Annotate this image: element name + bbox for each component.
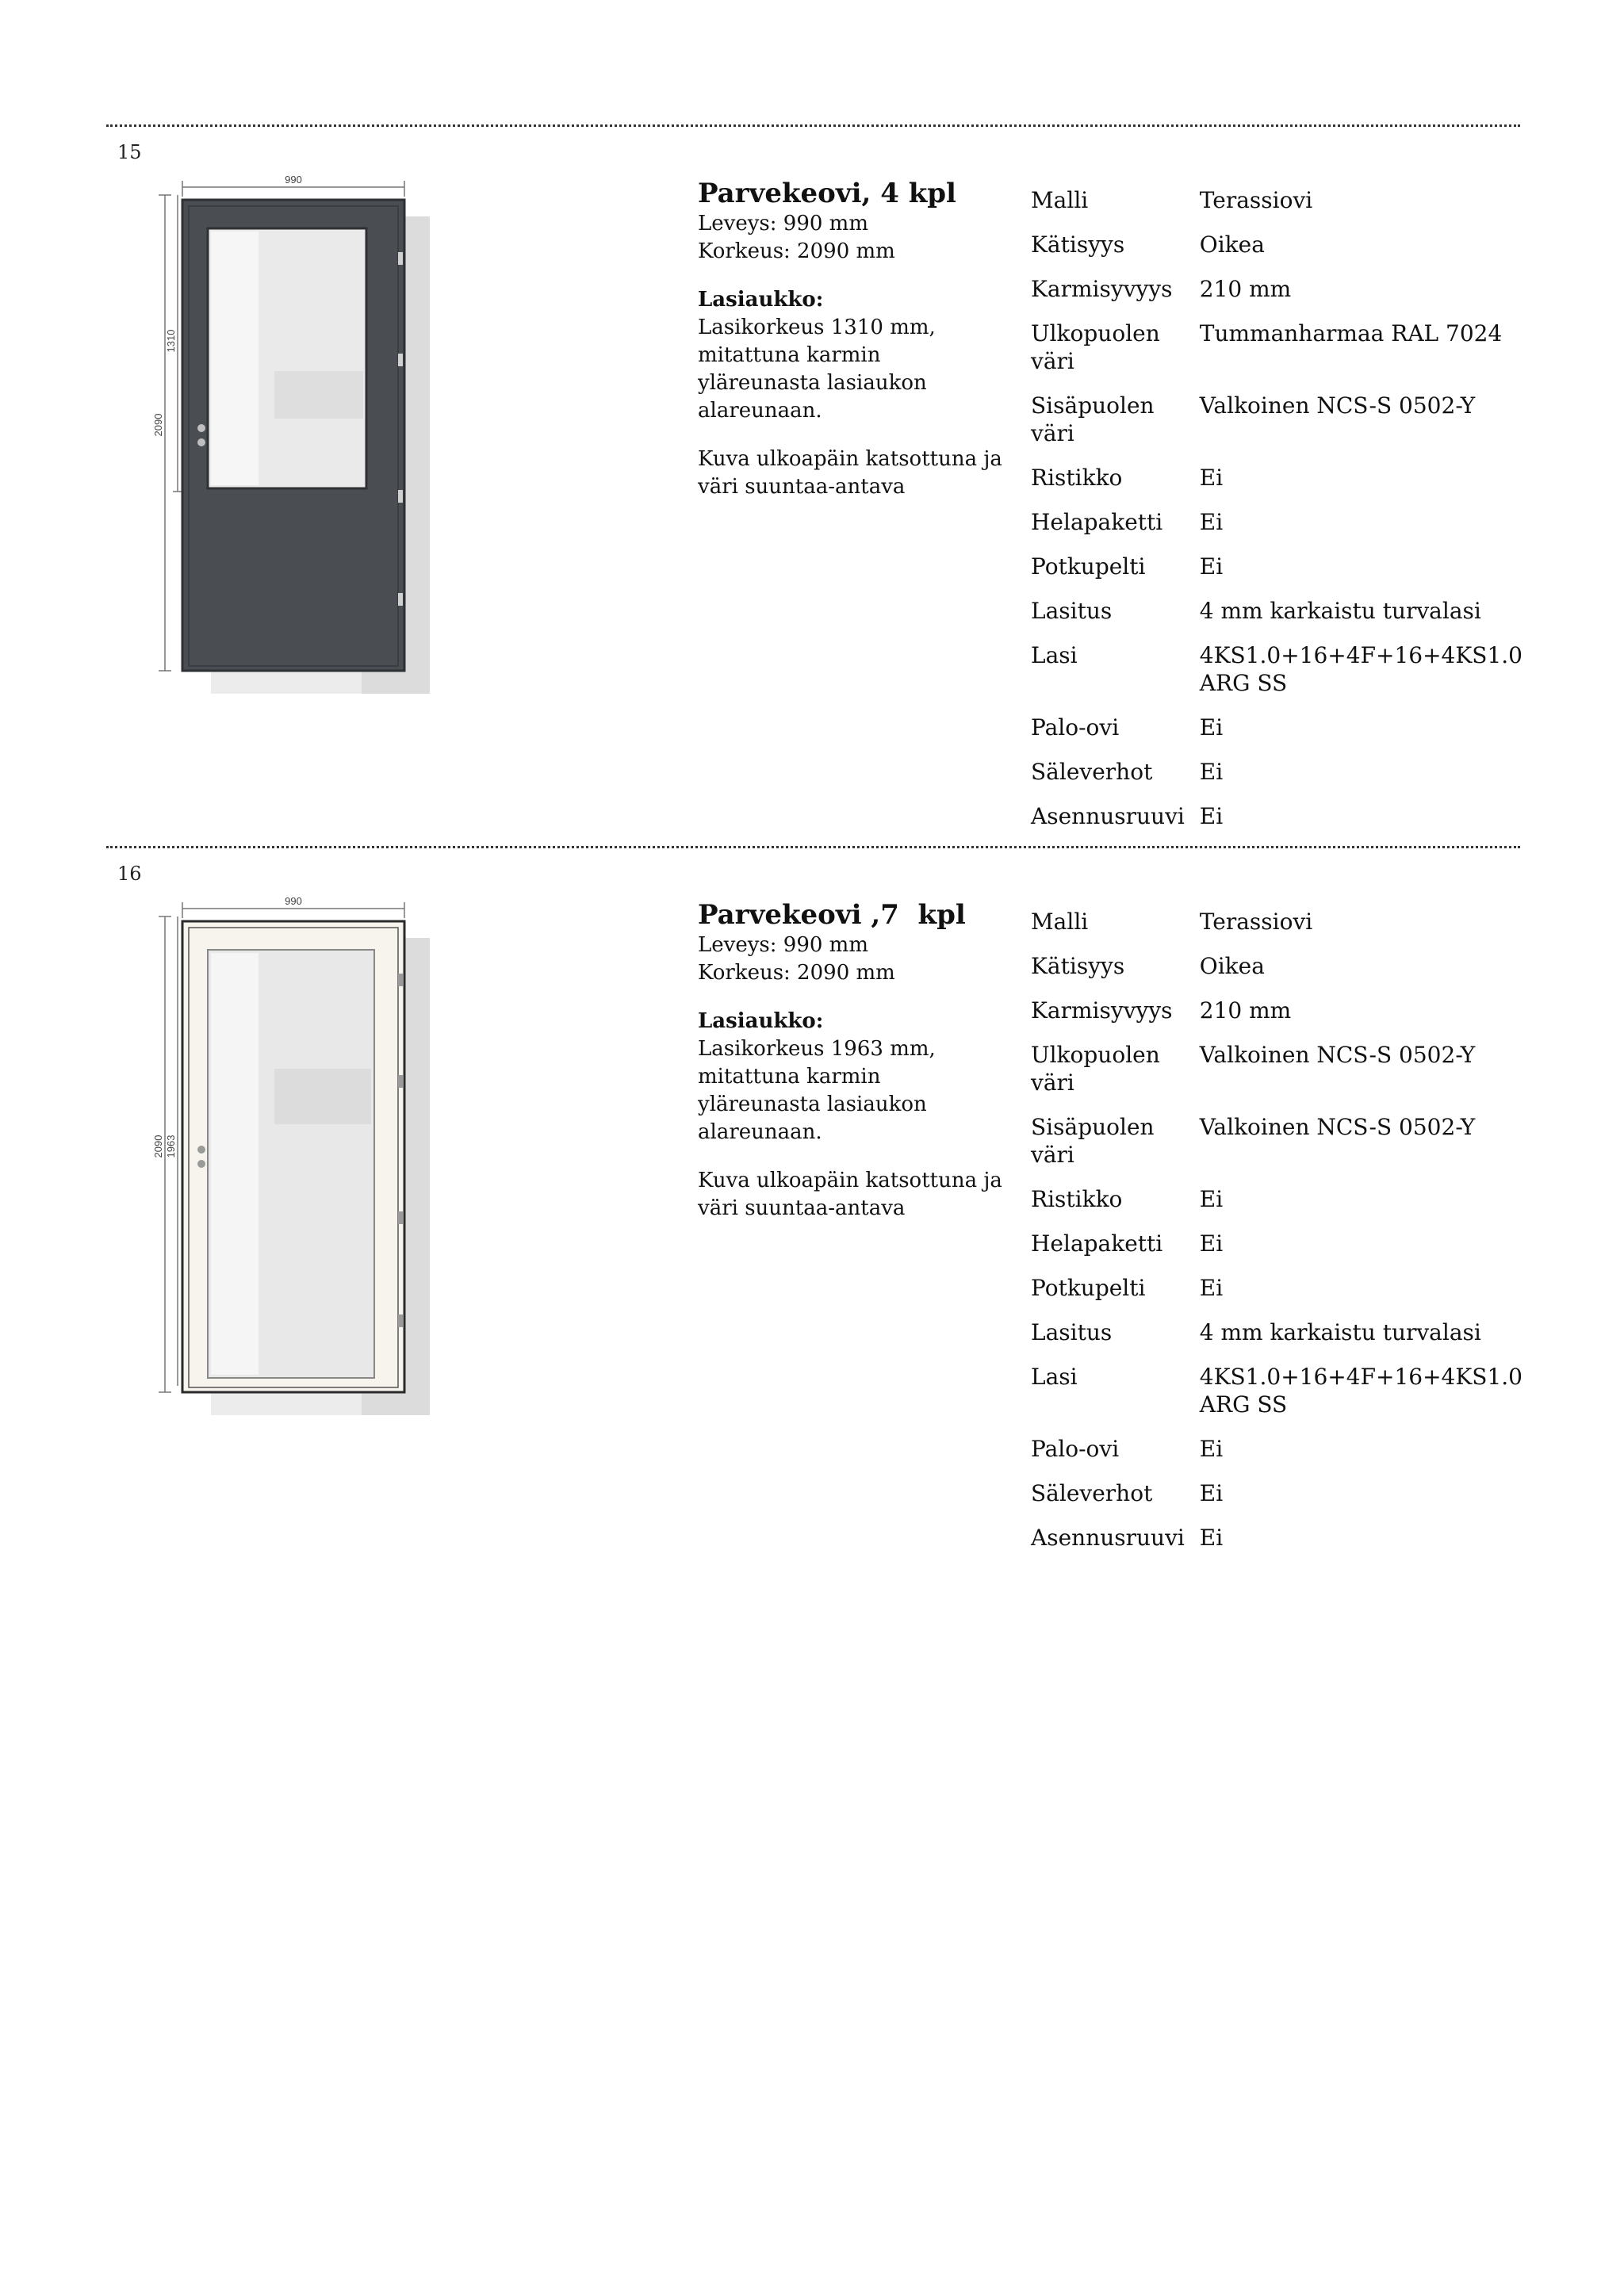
spec-row xyxy=(1031,997,1522,1041)
image-note: väri suuntaa-antava xyxy=(698,1196,906,1220)
spec-value: Oikea xyxy=(1199,232,1265,258)
spec-key: Kätisyys xyxy=(1031,953,1125,979)
spec-row xyxy=(1031,464,1522,508)
item-number: 15 xyxy=(117,141,142,163)
opening-text: Lasikorkeus 1963 mm, xyxy=(698,1037,936,1061)
hinge-icon xyxy=(398,593,403,606)
handle-icon xyxy=(197,1146,205,1154)
spec-key: Potkupelti xyxy=(1031,1275,1146,1301)
spec-key: Malli xyxy=(1031,187,1089,213)
spec-row xyxy=(1031,320,1522,392)
spec-row xyxy=(1031,1435,1522,1479)
glass-reflection xyxy=(274,1069,371,1124)
item-number: 16 xyxy=(117,863,142,885)
spec-key: Lasitus xyxy=(1031,1319,1113,1345)
spec-row xyxy=(1031,1479,1522,1524)
opening-text: yläreunasta lasiaukon xyxy=(698,1093,927,1116)
spec-key: Helapaketti xyxy=(1031,1230,1163,1257)
spec-row xyxy=(1031,231,1522,275)
door-width: Leveys: 990 mm xyxy=(698,933,868,957)
spec-key: Säleverhot xyxy=(1031,759,1153,785)
image-note: Kuva ulkoapäin katsottuna ja xyxy=(698,1169,1002,1192)
spec-row xyxy=(1031,908,1522,952)
glass-dimension-label: 1963 xyxy=(165,1135,177,1158)
spec-value: Terassiovi xyxy=(1199,187,1313,213)
door-height: Korkeus: 2090 mm xyxy=(698,961,895,985)
spec-value: Ei xyxy=(1199,1275,1224,1301)
opening-heading: Lasiaukko: xyxy=(698,288,824,312)
spec-value: Terassiovi xyxy=(1199,909,1313,935)
spec-row xyxy=(1031,758,1522,802)
spec-key: Potkupelti xyxy=(1031,553,1146,580)
door-title: Parvekeovi, 4 kpl xyxy=(698,178,956,209)
spec-row xyxy=(1031,392,1522,464)
spec-value: Ei xyxy=(1199,553,1224,580)
spec-row xyxy=(1031,1318,1522,1363)
door-svg xyxy=(152,894,435,1422)
spec-value: 4 mm karkaistu turvalasi xyxy=(1199,598,1481,624)
spec-value: Ei xyxy=(1199,1186,1224,1212)
spec-key: Karmisyvyys xyxy=(1031,276,1173,302)
spec-table xyxy=(1031,908,1522,1568)
image-note: väri suuntaa-antava xyxy=(698,475,906,499)
spec-key: Karmisyvyys xyxy=(1031,997,1173,1024)
spec-value: Ei xyxy=(1199,1230,1224,1257)
width-dimension-label: 990 xyxy=(285,895,302,907)
spec-value: Ei xyxy=(1199,803,1224,829)
spec-key: Säleverhot xyxy=(1031,1480,1153,1506)
hinge-icon xyxy=(398,1075,403,1088)
hinge-icon xyxy=(398,1211,403,1224)
opening-text: alareunaan. xyxy=(698,399,822,423)
spec-value: Valkoinen NCS-S 0502-Y xyxy=(1199,392,1476,419)
spec-row xyxy=(1031,1185,1522,1230)
spec-key: Lasitus xyxy=(1031,598,1113,624)
spec-key: Sisäpuolen väri xyxy=(1031,392,1155,446)
door-info xyxy=(698,177,1015,501)
door-drawing xyxy=(152,173,435,700)
spec-value: Valkoinen NCS-S 0502-Y xyxy=(1199,1114,1476,1140)
glass-reflection xyxy=(211,232,259,485)
spec-value: 4KS1.0+16+4F+16+4KS1.0 ARG SS xyxy=(1199,1364,1522,1418)
opening-text: Lasikorkeus 1310 mm, xyxy=(698,316,936,339)
spec-value: 210 mm xyxy=(1199,997,1292,1024)
spec-row xyxy=(1031,186,1522,231)
spec-key: Ulkopuolen väri xyxy=(1031,1042,1160,1096)
section-divider xyxy=(106,846,1520,848)
spec-row xyxy=(1031,952,1522,997)
spec-key: Palo-ovi xyxy=(1031,714,1120,740)
image-note: Kuva ulkoapäin katsottuna ja xyxy=(698,447,1002,471)
spec-key: Sisäpuolen väri xyxy=(1031,1114,1155,1168)
spec-key: Ristikko xyxy=(1031,1186,1123,1212)
opening-text: yläreunasta lasiaukon xyxy=(698,371,927,395)
spec-key: Ristikko xyxy=(1031,465,1123,491)
spec-key: Asennusruuvi xyxy=(1031,1525,1185,1551)
spec-value: 4 mm karkaistu turvalasi xyxy=(1199,1319,1481,1345)
door-info xyxy=(698,898,1015,1223)
spec-key: Helapaketti xyxy=(1031,509,1163,535)
hinge-icon xyxy=(398,252,403,265)
spec-row xyxy=(1031,641,1522,714)
spec-row xyxy=(1031,1113,1522,1185)
spec-row xyxy=(1031,553,1522,597)
spec-row xyxy=(1031,714,1522,758)
opening-text: mitattuna karmin xyxy=(698,1065,881,1089)
opening-heading: Lasiaukko: xyxy=(698,1009,824,1033)
glass-dimension-label: 1310 xyxy=(165,329,177,353)
door-height: Korkeus: 2090 mm xyxy=(698,239,895,263)
spec-value: Valkoinen NCS-S 0502-Y xyxy=(1199,1042,1476,1068)
hinge-icon xyxy=(398,354,403,366)
spec-key: Asennusruuvi xyxy=(1031,803,1185,829)
spec-value: Tummanharmaa RAL 7024 xyxy=(1199,320,1503,346)
spec-value: Ei xyxy=(1199,759,1224,785)
opening-text: mitattuna karmin xyxy=(698,343,881,367)
width-dimension-label: 990 xyxy=(285,174,302,186)
spec-value: Ei xyxy=(1199,509,1224,535)
door-width: Leveys: 990 mm xyxy=(698,212,868,235)
spec-value: Ei xyxy=(1199,1480,1224,1506)
hinge-icon xyxy=(398,490,403,503)
spec-key: Kätisyys xyxy=(1031,232,1125,258)
spec-row xyxy=(1031,802,1522,847)
spec-value: Ei xyxy=(1199,1436,1224,1462)
spec-key: Lasi xyxy=(1031,642,1078,668)
spec-key: Palo-ovi xyxy=(1031,1436,1120,1462)
spec-row xyxy=(1031,1274,1522,1318)
spec-table xyxy=(1031,186,1522,847)
spec-value: 210 mm xyxy=(1199,276,1292,302)
hinge-icon xyxy=(398,1314,403,1327)
spec-row xyxy=(1031,1524,1522,1568)
spec-row xyxy=(1031,275,1522,320)
handle-icon xyxy=(197,424,205,432)
height-dimension-label: 2090 xyxy=(152,413,164,437)
spec-row xyxy=(1031,1230,1522,1274)
spec-key: Malli xyxy=(1031,909,1089,935)
opening-text: alareunaan. xyxy=(698,1120,822,1144)
hinge-icon xyxy=(398,974,403,986)
door-svg xyxy=(152,173,435,700)
lock-icon xyxy=(197,438,205,446)
spec-value: 4KS1.0+16+4F+16+4KS1.0 ARG SS xyxy=(1199,642,1522,696)
spec-value: Ei xyxy=(1199,465,1224,491)
spec-row xyxy=(1031,508,1522,553)
spec-row xyxy=(1031,1363,1522,1435)
spec-value: Ei xyxy=(1199,1525,1224,1551)
door-title: Parvekeovi ,7 kpl xyxy=(698,899,966,931)
door-drawing xyxy=(152,894,435,1422)
lock-icon xyxy=(197,1160,205,1168)
height-dimension-label: 2090 xyxy=(152,1135,164,1158)
spec-row xyxy=(1031,597,1522,641)
spec-key: Lasi xyxy=(1031,1364,1078,1390)
spec-value: Oikea xyxy=(1199,953,1265,979)
glass-reflection xyxy=(274,371,363,419)
section-divider xyxy=(106,124,1520,127)
spec-key: Ulkopuolen väri xyxy=(1031,320,1160,374)
spec-row xyxy=(1031,1041,1522,1113)
glass-reflection xyxy=(211,953,259,1375)
spec-value: Ei xyxy=(1199,714,1224,740)
